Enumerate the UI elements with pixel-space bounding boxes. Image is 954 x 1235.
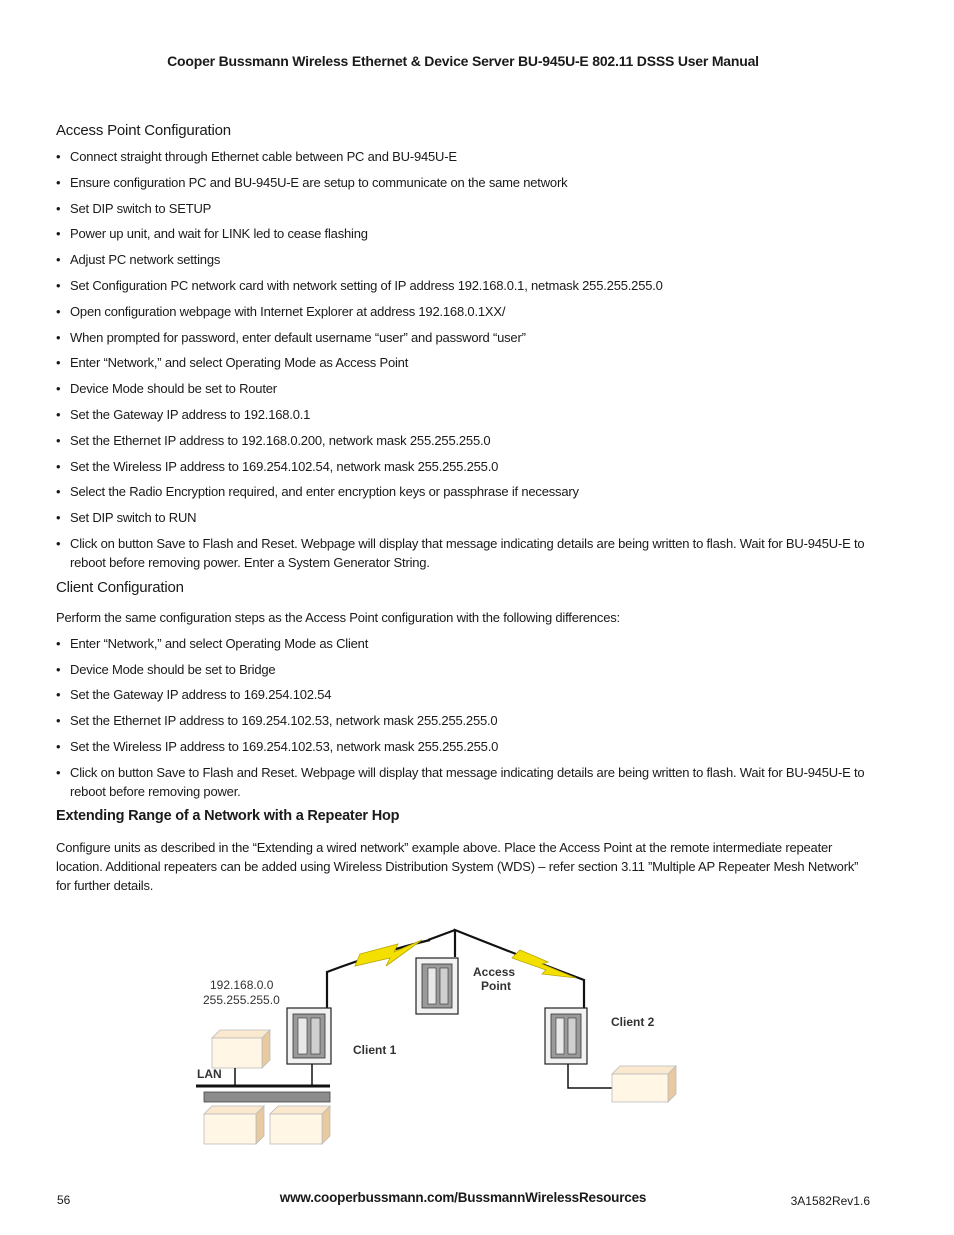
- document-revision: 3A1582Rev1.6: [790, 1194, 870, 1208]
- client-intro: Perform the same configuration steps as the Access Point configuration with the following differences:: [56, 609, 620, 625]
- client2-wire: [568, 1064, 612, 1088]
- list-item: • Ensure configuration PC and BU-945U-E are setup to communicate on the same network: [56, 173, 876, 192]
- list-item: • Select the Radio Encryption required, and enter encryption keys or passphrase if necessary: [56, 482, 876, 501]
- lightning-bolt-left: [355, 940, 422, 966]
- repeater-section: [56, 808, 876, 895]
- list-item: • Adjust PC network settings: [56, 250, 876, 269]
- client2-label: Client 2: [611, 1015, 655, 1029]
- access-point-label-1: Access: [473, 965, 516, 979]
- list-item: • Set the Gateway IP address to 169.254.102.54: [56, 685, 876, 704]
- list-item: • Open configuration webpage with Internet Explorer at address 192.168.0.1XX/: [56, 302, 876, 321]
- client-section: [56, 579, 876, 801]
- list-item: • Set the Wireless IP address to 169.254.102.54, network mask 255.255.255.0: [56, 457, 876, 476]
- list-item: • Device Mode should be set to Router: [56, 379, 876, 398]
- client2-device: [545, 1008, 587, 1064]
- access-point-device: [416, 958, 458, 1014]
- network-diagram: [190, 922, 690, 1152]
- antenna-wire-ap-left: [428, 930, 455, 940]
- list-item: • Set Configuration PC network card with network setting of IP address 192.168.0.1, netmask 255.255.255.0: [56, 276, 876, 295]
- repeater-heading: Extending Range of a Network with a Repeater Hop: [56, 807, 400, 824]
- list-item: • Click on button Save to Flash and Reset. Webpage will display that message indicating details are being written to flash. Wait for BU-945U-E to reboot before removing power. Enter a System Generator String.: [56, 534, 876, 572]
- diagram-mask: 255.255.255.0: [203, 993, 280, 1007]
- lan-segment-bar: [204, 1092, 330, 1102]
- list-item: • Set DIP switch to RUN: [56, 508, 876, 527]
- repeater-body: Configure units as described in the “Extending a wired network” example above. Place the Access Point at the remote intermediate repeater location. Additional repeaters can be added using Wireless Distribution System (WDS) – refer section 3.11 ”Multiple AP Repeater Mesh Network” for further details.: [56, 839, 859, 893]
- access-point-label-2: Point: [481, 979, 511, 993]
- access-point-heading: Access Point Configuration: [56, 122, 231, 139]
- page-content: [56, 122, 876, 895]
- list-item: • Power up unit, and wait for LINK led to cease flashing: [56, 224, 876, 243]
- list-item: • When prompted for password, enter default username “user” and password “user”: [56, 328, 876, 347]
- list-item: • Set the Wireless IP address to 169.254.102.53, network mask 255.255.255.0: [56, 737, 876, 756]
- list-item: • Set DIP switch to SETUP: [56, 199, 876, 218]
- lan-computer-box-1: [204, 1106, 264, 1144]
- lan-label: LAN: [197, 1067, 222, 1081]
- client1-label: Client 1: [353, 1043, 397, 1057]
- list-item: • Set the Gateway IP address to 192.168.0.1: [56, 405, 876, 424]
- list-item: • Device Mode should be set to Bridge: [56, 660, 876, 679]
- client1-computer-box: [212, 1030, 270, 1068]
- lan-computer-box-2: [270, 1106, 330, 1144]
- client-list: [56, 634, 876, 801]
- footer-url[interactable]: www.cooperbussmann.com/BussmannWirelessResources: [279, 1190, 647, 1205]
- list-item: • Set the Ethernet IP address to 192.168.0.200, network mask 255.255.255.0: [56, 431, 876, 450]
- client1-device: [287, 1008, 331, 1064]
- page-header: Cooper Bussmann Wireless Ethernet & Device Server BU-945U-E 802.11 DSSS User Manual: [167, 53, 759, 69]
- client-heading: Client Configuration: [56, 578, 184, 596]
- list-item: • Enter “Network,” and select Operating Mode as Client: [56, 634, 876, 653]
- list-item: • Set the Ethernet IP address to 169.254.102.53, network mask 255.255.255.0: [56, 711, 876, 730]
- list-item: • Click on button Save to Flash and Reset. Webpage will display that message indicating details are being written to flash. Wait for BU-945U-E to reboot before removing power.: [56, 763, 876, 801]
- access-point-list: [56, 147, 876, 572]
- page-number: 56: [57, 1193, 71, 1207]
- access-point-section: [56, 122, 876, 572]
- client2-computer-box: [612, 1066, 676, 1102]
- list-item: • Connect straight through Ethernet cable between PC and BU-945U-E: [56, 147, 876, 166]
- list-item: • Enter “Network,” and select Operating Mode as Access Point: [56, 353, 876, 372]
- network-diagram-svg: [190, 922, 690, 1152]
- diagram-ip: 192.168.0.0: [210, 978, 274, 992]
